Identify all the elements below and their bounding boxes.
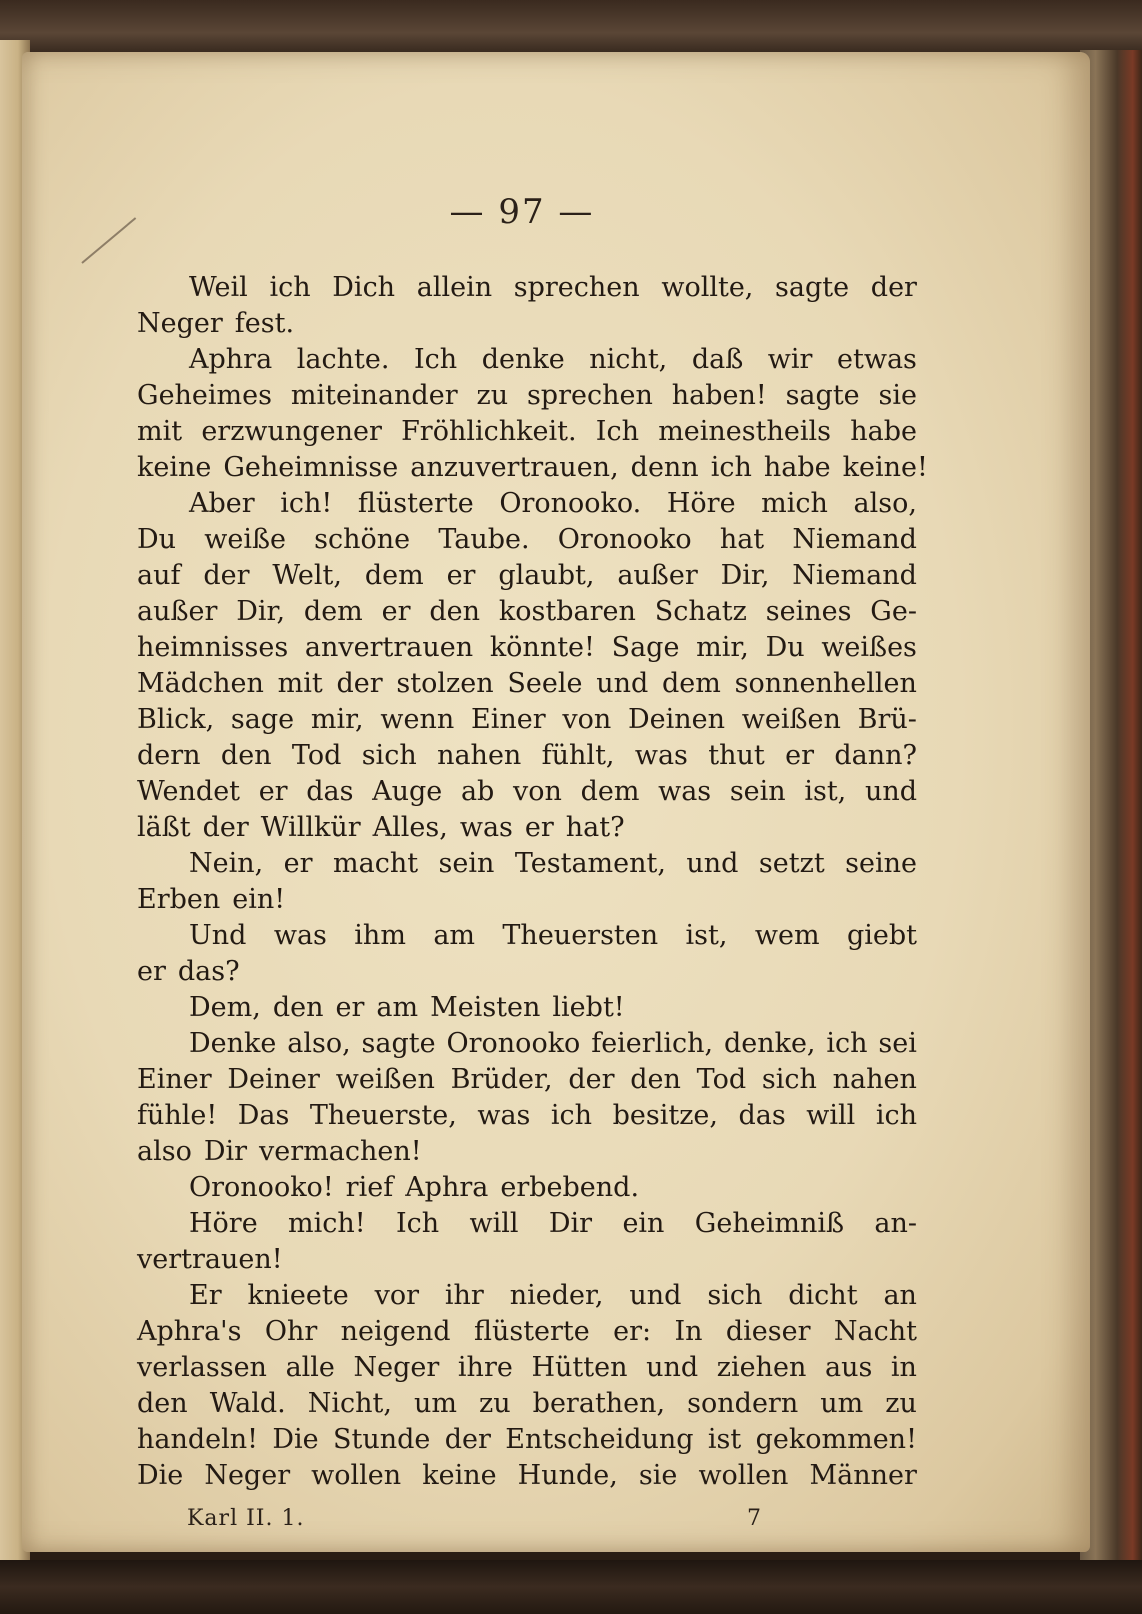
book-binding-top [0, 0, 1142, 60]
text-line: heimnisses anvertrauen könnte! Sage mir, Du weißes [137, 632, 917, 663]
text-line: verlassen alle Neger ihre Hütten und ziehen aus in [137, 1352, 917, 1383]
text-line: Erben ein! [137, 884, 286, 915]
signature-mark: Karl II. 1. [187, 1506, 305, 1531]
book-binding-bottom [0, 1560, 1142, 1614]
text-line: Mädchen mit der stolzen Seele und dem sonnenhellen [137, 668, 917, 699]
page-number: — 97 — [449, 192, 595, 232]
text-line: Oronooko! rief Aphra erbebend. [189, 1172, 640, 1203]
text-line: Weil ich Dich allein sprechen wollte, sagte der [189, 272, 917, 303]
text-line: Du weiße schöne Taube. Oronooko hat Niemand [137, 524, 917, 555]
text-line: Aphra's Ohr neigend flüsterte er: In dieser Nacht [137, 1316, 917, 1347]
page-footer [187, 1506, 767, 1540]
text-line: Und was ihm am Theuersten ist, wem giebt [189, 920, 917, 951]
body-text [137, 270, 928, 1494]
text-line: Er knieete vor ihr nieder, und sich dicht an [189, 1280, 917, 1311]
text-line: auf der Welt, dem er glaubt, außer Dir, Niemand [137, 560, 917, 591]
text-line: Denke also, sagte Oronooko feierlich, denke, ich sei [189, 1028, 917, 1059]
text-line: den Wald. Nicht, um zu berathen, sondern um zu [137, 1388, 917, 1419]
text-line: fühle! Das Theuerste, was ich besitze, das will ich [137, 1100, 917, 1131]
text-line: vertrauen! [137, 1244, 283, 1275]
text-line: Einer Deiner weißen Brüder, der den Tod sich nahen [137, 1064, 917, 1095]
text-line: er das? [137, 956, 240, 987]
text-line: Geheimes miteinander zu sprechen haben! sagte sie [137, 380, 917, 411]
text-line: Wendet er das Auge ab von dem was sein ist, und [137, 776, 917, 807]
text-line: Aber ich! flüsterte Oronooko. Höre mich also, [189, 488, 917, 519]
book-page [22, 52, 1090, 1552]
text-line: Aphra lachte. Ich denke nicht, daß wir etwas [189, 344, 917, 375]
text-line: läßt der Willkür Alles, was er hat? [137, 812, 625, 843]
text-line: Blick, sage mir, wenn Einer von Deinen weißen Brü- [137, 704, 917, 735]
text-line: mit erzwungener Fröhlichkeit. Ich meinestheils habe [137, 416, 917, 447]
text-line: Nein, er macht sein Testament, und setzt seine [189, 848, 917, 879]
text-line: keine Geheimnisse anzuvertrauen, denn ich habe keine! [137, 452, 928, 483]
text-line: außer Dir, dem er den kostbaren Schatz seines Ge- [137, 596, 917, 627]
sheet-number: 7 [747, 1506, 761, 1531]
text-line: dern den Tod sich nahen fühlt, was thut er dann? [137, 740, 917, 771]
text-line: Die Neger wollen keine Hunde, sie wollen Männer [137, 1460, 917, 1491]
text-line: also Dir vermachen! [137, 1136, 422, 1167]
text-line: Höre mich! Ich will Dir ein Geheimniß an- [189, 1208, 917, 1239]
text-line: Dem, den er am Meisten liebt! [189, 992, 625, 1023]
text-line: handeln! Die Stunde der Entscheidung ist gekommen! [137, 1424, 917, 1455]
text-line: Neger fest. [137, 308, 295, 339]
